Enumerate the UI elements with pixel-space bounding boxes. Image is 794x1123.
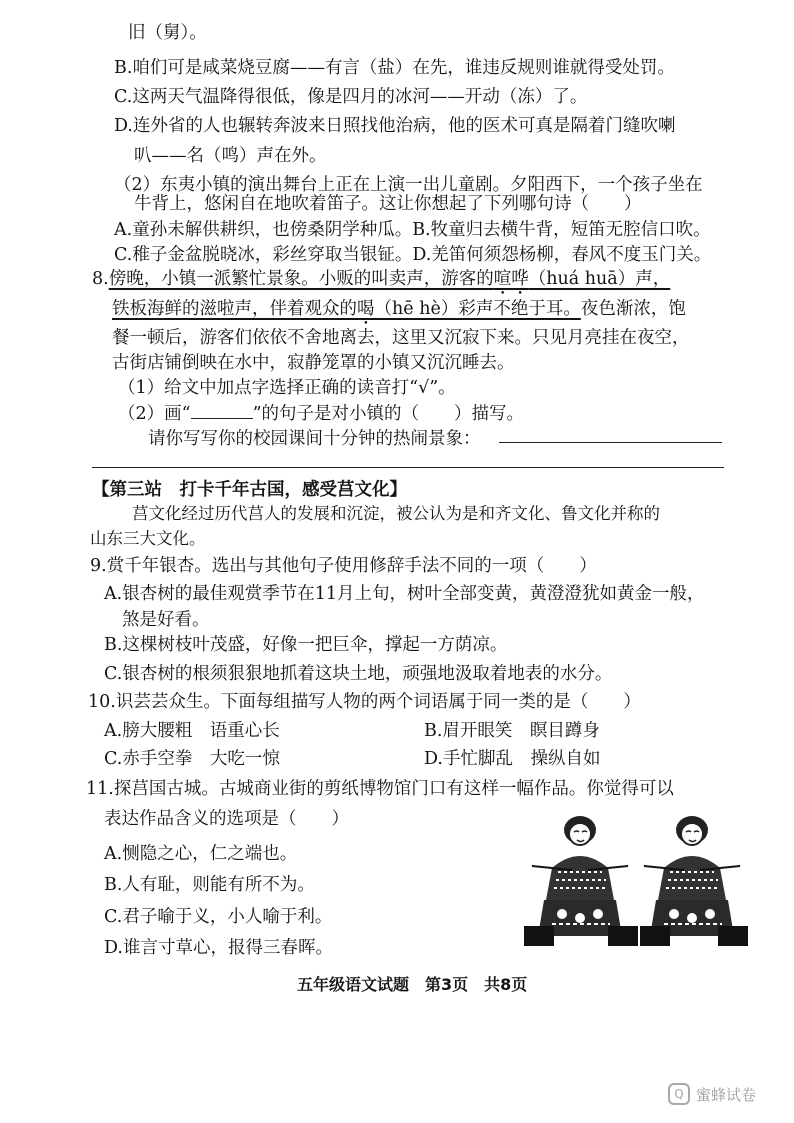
option-b <box>424 720 600 742</box>
question-11 <box>86 778 674 800</box>
text-fragment: 山东三大文化。 <box>90 529 206 548</box>
text-fragment: C.稚子金盆脱晓冰，彩丝穿取当银钲。D.羌笛何须怨杨柳，春风不度玉门关。 <box>114 245 712 265</box>
section-title: 【第三站 打卡千年古国，感受莒文化】 <box>92 480 407 500</box>
passage-line <box>112 352 515 374</box>
text-fragment: 11.探莒国古城。古城商业街的剪纸博物馆门口有这样一幅作品。你觉得可以 <box>86 779 674 799</box>
dotted-characters: 喧哗 <box>493 269 529 289</box>
watermark-text: 蜜蜂试卷 <box>696 1085 757 1104</box>
option-c <box>104 906 332 928</box>
underlined-sentence: 铁板海鲜的滋啦声，伴着观众的 <box>112 299 357 319</box>
watermark <box>668 1083 756 1105</box>
section-divider <box>92 467 724 468</box>
text-fragment: C.银杏树的根须狠狠地抓着这块土地，顽强地汲取着地表的水分。 <box>104 664 613 684</box>
option-a-cont <box>122 609 210 631</box>
text-fragment: D.连外省的人也辗转奔波来日照找他治病，他的医术可真是隔着门缝吹喇 <box>114 116 676 136</box>
option-c <box>104 663 612 685</box>
text-fragment: A.恻隐之心，仁之端也。 <box>104 844 298 864</box>
option-a <box>104 843 297 865</box>
text-fragment: ”的句子是对小镇的（ ）描写。 <box>252 404 525 424</box>
text-fragment: （2）画“ <box>118 404 191 424</box>
text-fragment: B.咱们可是咸菜烧豆腐 <box>114 58 290 78</box>
option-b <box>104 874 315 896</box>
option-d <box>104 937 333 959</box>
passage-line <box>112 327 690 349</box>
text-fragment: （2）东夷小镇的演出舞台上正在上演一出儿童剧。夕阳西下，一个孩子坐在 <box>114 175 703 195</box>
text-fragment: 叭 <box>134 146 152 166</box>
dash-fragment: —— <box>151 146 187 166</box>
text-fragment: 牛背上，悠闲自在地吹着笛子。这让你想起了下列哪句诗（ ） <box>134 194 642 214</box>
question-9 <box>90 555 597 577</box>
blank-line <box>191 404 253 419</box>
sub-question <box>118 377 456 399</box>
options-row <box>114 219 711 241</box>
text-fragment: D.谁言寸草心，报得三春晖。 <box>104 938 333 958</box>
text-fragment: 名（鸣）声在外。 <box>186 146 327 166</box>
passage-line <box>112 298 686 329</box>
text-fragment: C.赤手空拳 大吃一惊 <box>104 749 280 769</box>
text-fragment: 开动（冻）了。 <box>464 87 588 107</box>
option-c-line <box>114 86 587 117</box>
sub-question <box>118 403 524 425</box>
footer-text: 五年级语文试题 第3页 共8页 <box>297 975 528 994</box>
text-fragment: 10.识芸芸众生。下面每组描写人物的两个词语属于同一类的是（ ） <box>88 692 641 712</box>
text-fragment: 表达作品含义的选项是（ ） <box>104 809 349 829</box>
text-fragment: A.膀大腰粗 语重心长 <box>104 721 280 741</box>
underlined-sentence: （huá huā）声， <box>528 269 671 289</box>
option-b-line <box>114 57 675 88</box>
underlined-sentence: （hē hè）彩声不绝于耳。 <box>374 299 581 319</box>
option-d <box>424 748 600 770</box>
text-fragment: C.这两天气温降得很低，像是四月的冰河 <box>114 87 430 107</box>
page-footer <box>297 974 527 996</box>
text-fragment: 古街店铺倒映在水中，寂静笼罩的小镇又沉沉睡去。 <box>112 353 515 373</box>
intro-line <box>132 503 660 525</box>
text-fragment: 有言（盐）在先，谁违反规则谁就得受处罚。 <box>324 58 675 78</box>
answer-line[interactable] <box>499 442 722 443</box>
question-8-line <box>92 268 670 299</box>
text-fragment: B.人有耻，则能有所不为。 <box>104 875 315 895</box>
bee-logo-icon: Q <box>668 1083 690 1105</box>
option-b <box>104 634 507 656</box>
text-fragment: 夜色渐浓，饱 <box>580 299 686 319</box>
question-11-cont <box>104 808 349 830</box>
option-c <box>104 748 280 770</box>
writing-prompt <box>148 428 481 450</box>
options-row <box>114 244 711 266</box>
dash-fragment: —— <box>289 58 325 78</box>
text-fragment: （1）给文中加点字选择正确的读音打“√”。 <box>118 378 456 398</box>
text-fragment: A.童孙未解供耕织，也傍桑阴学种瓜。B.牧童归去横牛背，短笛无腔信口吹。 <box>114 220 711 240</box>
papercut-image <box>522 808 750 948</box>
text-fragment: 旧（舅）。 <box>128 23 207 43</box>
text-fragment: 莒文化经过历代莒人的发展和沉淀，被公认为是和齐文化、鲁文化并称的 <box>132 504 660 523</box>
text-fragment: C.君子喻于义，小人喻于利。 <box>104 907 333 927</box>
section-header <box>92 479 407 501</box>
question-text <box>134 193 642 215</box>
text-fragment: 餐一顿后，游客们依依不舍地离去，这里又沉寂下来。只见月亮挂在夜空， <box>112 328 690 348</box>
text-line <box>128 22 207 44</box>
text-fragment: A.银杏树的最佳观赏季节在11月上旬，树叶全部变黄，黄澄澄犹如黄金一般， <box>104 584 705 604</box>
option-d-line <box>114 115 675 137</box>
text-fragment: D.手忙脚乱 操纵自如 <box>424 749 601 769</box>
question-10 <box>88 691 641 713</box>
option-a <box>104 720 280 742</box>
text-fragment: 煞是好看。 <box>122 610 210 630</box>
intro-line <box>90 528 206 550</box>
dash-fragment: —— <box>429 87 465 107</box>
underlined-sentence: 傍晚，小镇一派繁忙景象。小贩的叫卖声，游客的 <box>108 269 494 289</box>
option-a <box>104 583 704 605</box>
text-fragment: B.眉开眼笑 瞑目蹲身 <box>424 721 600 741</box>
text-fragment: 请你写写你的校园课间十分钟的热闹景象： <box>148 429 481 449</box>
text-fragment: B.这棵树枝叶茂盛，好像一把巨伞，撑起一方荫凉。 <box>104 635 508 655</box>
text-fragment: 9.赏千年银杏。选出与其他句子使用修辞手法不同的一项（ ） <box>90 556 597 576</box>
dotted-characters: 喝 <box>357 299 375 319</box>
text-line <box>134 145 327 176</box>
question-number: 8. <box>92 269 109 289</box>
